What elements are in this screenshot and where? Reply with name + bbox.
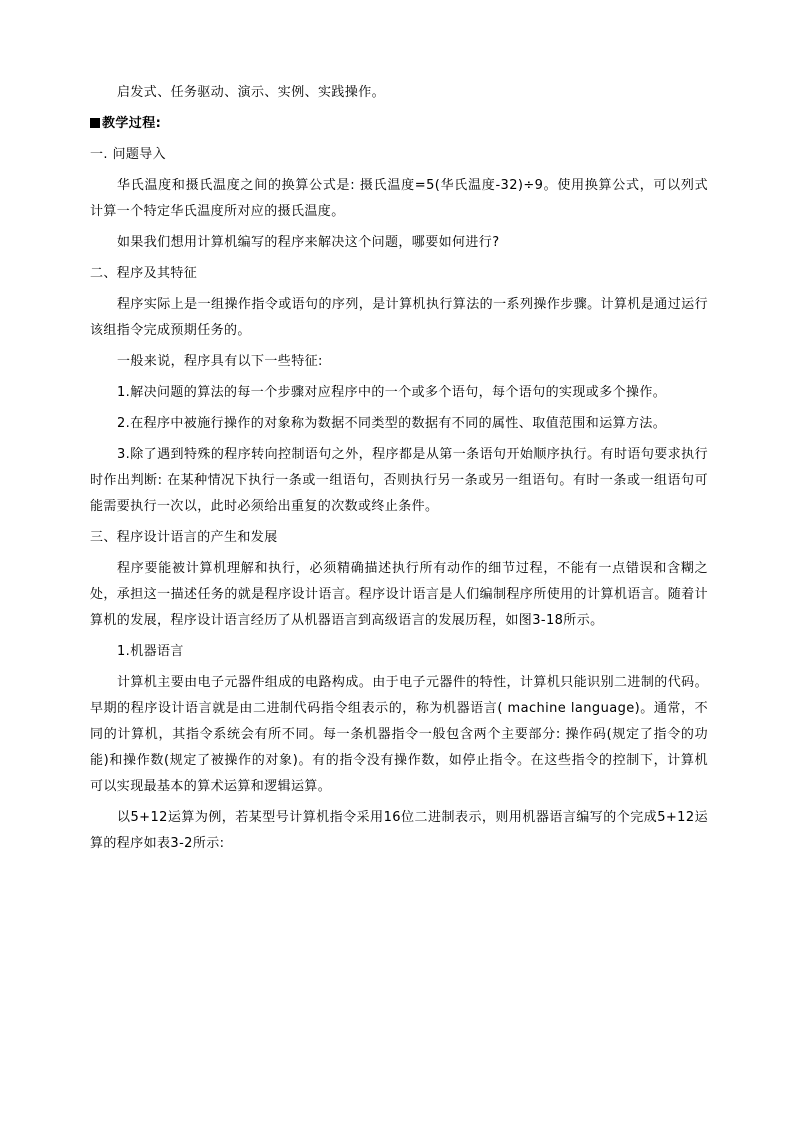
- section-1-title: 一. 问题导入: [90, 147, 167, 162]
- section-3-paragraph-1: 程序要能被计算机理解和执行，必须精确描述执行所有动作的细节过程，不能有一点错误和含糊之处，承担这一描述任务的就是程序设计语言。程序设计语言是人们编制程序所使用的计算机语言。随着计算机的发展，程序设计语言经历了从机器语言到高级语言的发展历程，如图3-18所示。: [90, 561, 708, 628]
- black-square-icon: [90, 118, 100, 128]
- section-2-title: 二、程序及其特征: [90, 266, 198, 281]
- section-2-paragraph-2: 一般来说，程序具有以下一些特征:: [117, 354, 323, 369]
- section-3-title: 三、程序设计语言的产生和发展: [90, 530, 278, 545]
- section-1-paragraph-1: 华氏温度和摄氏温度之间的换算公式是: 摄氏温度=5(华氏温度-32)÷9。使用换算公式，可以列式计算一个特定华氏温度所对应的摄氏温度。: [90, 178, 708, 219]
- section-2-paragraph-1: 程序实际上是一组操作指令或语句的序列，是计算机执行算法的一系列操作步骤。计算机是通过运行该组指令完成预期任务的。: [90, 297, 708, 338]
- section-2-item-1: 1.解决问题的算法的每一个步骤对应程序中的一个或多个语句，每个语句的实现或多个操作。: [117, 385, 667, 400]
- teaching-process-heading: [90, 111, 708, 137]
- teaching-methods-line: 启发式、任务驱动、演示、实例、实践操作。: [117, 85, 386, 100]
- section-1-paragraph-2: 如果我们想用计算机编写的程序来解决这个问题，哪要如何进行?: [117, 235, 500, 250]
- section-3-subheading-machine-language: 1.机器语言: [117, 644, 184, 659]
- section-3-paragraph-2: 计算机主要由电子元器件组成的电路构成。由于电子元器件的特性，计算机只能识别二进制的代码。早期的程序设计语言就是由二进制代码指令组表示的，称为机器语言( machine language)。通常，不同的计算机，其指令系统会有所不同。每一条机器指令一般包含两个主要部分: 操作码(规定了指令的功能)和操作数(规定了被操作的对象)。有的指令没有操作数，如停止指令。在这些指令的控制下，计算机可以实现最基本的算术运算和逻辑运算。: [90, 675, 708, 794]
- section-2-item-3: 3.除了遇到特殊的程序转向控制语句之外，程序都是从第一条语句开始顺序执行。有时语句要求执行时作出判断: 在某种情况下执行一条或一组语句，否则执行另一条或另一组语句。有时一条或一组语句可能需要执行一次以，此时必须给出重复的次数或终止条件。: [90, 447, 708, 514]
- section-3-paragraph-3: 以5+12运算为例，若某型号计算机指令采用16位二进制表示，则用机器语言编写的个完成5+12运算的程序如表3-2所示:: [90, 810, 708, 851]
- section-2-item-2: 2.在程序中被施行操作的对象称为数据不同类型的数据有不同的属性、取值范围和运算方法。: [117, 416, 667, 431]
- teaching-process-label: 教学过程:: [102, 116, 162, 131]
- document-body: [90, 80, 708, 862]
